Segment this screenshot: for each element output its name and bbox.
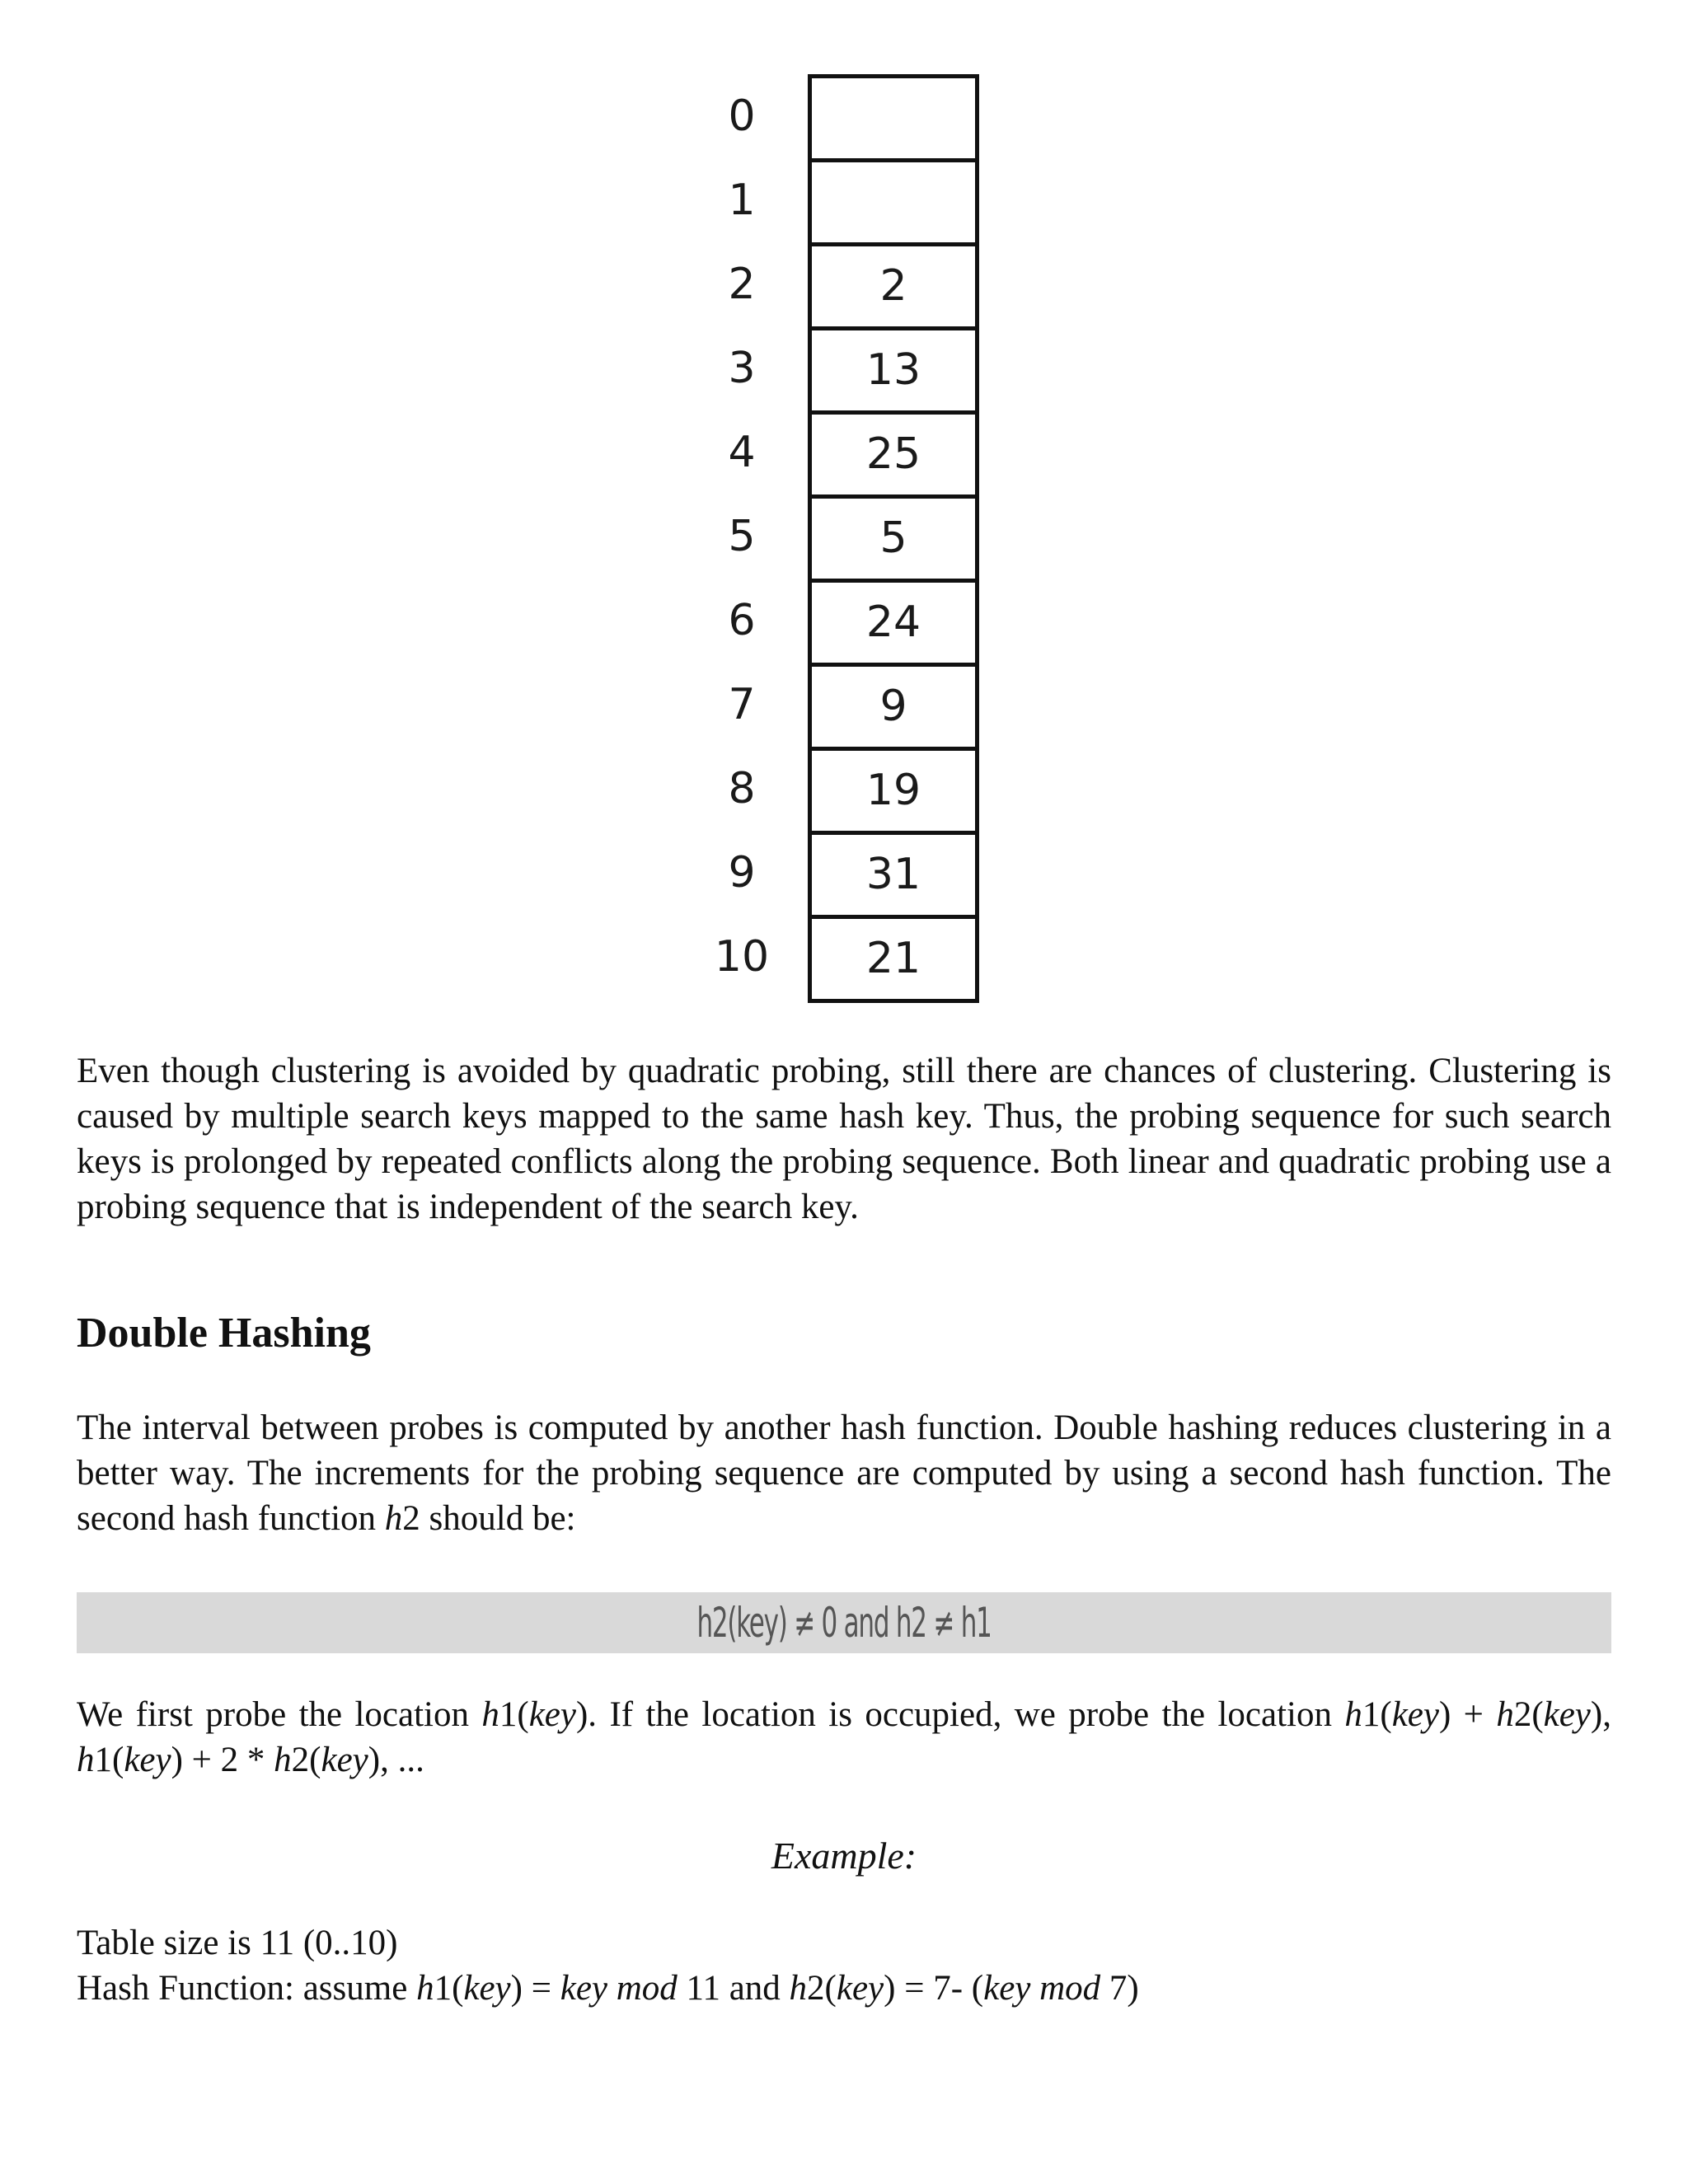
slot-index: 8 [728, 764, 756, 813]
slot-index: 6 [728, 596, 756, 645]
text: ) + 2 * [171, 1741, 274, 1779]
intro-text-end: should be: [420, 1499, 576, 1538]
math-num: 2 [402, 1499, 420, 1538]
math-key: key [1543, 1695, 1591, 1734]
math-key: key [836, 1969, 884, 2008]
text: ), ... [368, 1741, 424, 1779]
slot-index: 1 [728, 176, 756, 225]
text: 11 and [677, 1969, 790, 2008]
slot-cell: 31 [812, 835, 975, 919]
text: 2( [807, 1969, 837, 2008]
text: Hash Function: assume [77, 1969, 417, 2008]
probe-paragraph [77, 1692, 1611, 1783]
slot-cell [812, 78, 975, 162]
slot-cell: 24 [812, 583, 975, 667]
index-column [692, 74, 791, 999]
slot-index: 3 [728, 344, 756, 393]
slot-cell: 5 [812, 499, 975, 583]
hash-function-line [77, 1966, 1139, 2011]
math-h: h [77, 1741, 95, 1779]
formula-box [77, 1592, 1611, 1653]
text: 2( [1513, 1695, 1544, 1734]
slot-cell: 19 [812, 751, 975, 835]
text: 7) [1100, 1969, 1139, 2008]
text: ) + [1438, 1695, 1497, 1734]
text: 2( [291, 1741, 321, 1779]
hash-table-figure [692, 74, 989, 1005]
math-h: h [416, 1969, 434, 2008]
text: 1( [94, 1741, 124, 1779]
slot-cell [812, 162, 975, 246]
slot-cell: 2 [812, 246, 975, 330]
math-h: h [1496, 1695, 1514, 1734]
math-key: key [528, 1695, 576, 1734]
math-h: h [274, 1741, 292, 1779]
slot-index: 0 [728, 91, 756, 141]
slot-cell: 25 [812, 415, 975, 499]
section-heading: Double Hashing [77, 1310, 371, 1357]
slot-index: 4 [728, 428, 756, 477]
example-title: Example: [771, 1835, 917, 1877]
text: ) = 7- ( [884, 1969, 984, 2008]
slot-index: 10 [714, 932, 770, 982]
table-size-line: Table size is 11 (0..10) [77, 1924, 398, 1962]
slot-cell: 13 [812, 330, 975, 415]
slot-index: 9 [728, 848, 756, 898]
text: ), [1590, 1695, 1611, 1734]
intro-paragraph [77, 1405, 1611, 1541]
math-key-mod: key mod [983, 1969, 1101, 2008]
math-key: key [321, 1741, 368, 1779]
math-h: h [384, 1499, 403, 1538]
slot-cell: 9 [812, 667, 975, 751]
math-h: h [789, 1969, 808, 2008]
slot-cell: 21 [812, 919, 975, 1003]
text: ) = [510, 1969, 560, 2008]
text: 1( [499, 1695, 529, 1734]
text: 1( [434, 1969, 464, 2008]
clustering-paragraph: Even though clustering is avoided by quadratic probing, still there are chances of clustering. Clustering is caused by multiple search keys mapped to the same hash key. Thus, the probing sequence for such search keys is prolonged by repeated conflicts along the probing sequence. Both linear and quadratic probing use a probing sequence that is independent of the search key. [77, 1052, 1611, 1226]
slot-index: 7 [728, 680, 756, 729]
math-key: key [463, 1969, 511, 2008]
slot-index: 2 [728, 260, 756, 309]
math-key-mod: key mod [560, 1969, 678, 2008]
slot-index: 5 [728, 512, 756, 561]
math-key: key [124, 1741, 171, 1779]
intro-text: The interval between probes is computed by another hash function. Double hashing reduces clustering in a better way. The increments for the probing sequence are computed by using a second hash function. The second hash function [77, 1408, 1611, 1538]
text: We first probe the location [77, 1695, 482, 1734]
math-key: key [1391, 1695, 1439, 1734]
text: 1( [1362, 1695, 1392, 1734]
math-h: h [481, 1695, 499, 1734]
math-h: h [1344, 1695, 1362, 1734]
hash-table-cells [808, 74, 979, 1003]
formula-text: h2(key) ≠ 0 and h2 ≠ h1 [696, 1599, 992, 1647]
text: ). If the location is occupied, we probe the location [575, 1695, 1345, 1734]
